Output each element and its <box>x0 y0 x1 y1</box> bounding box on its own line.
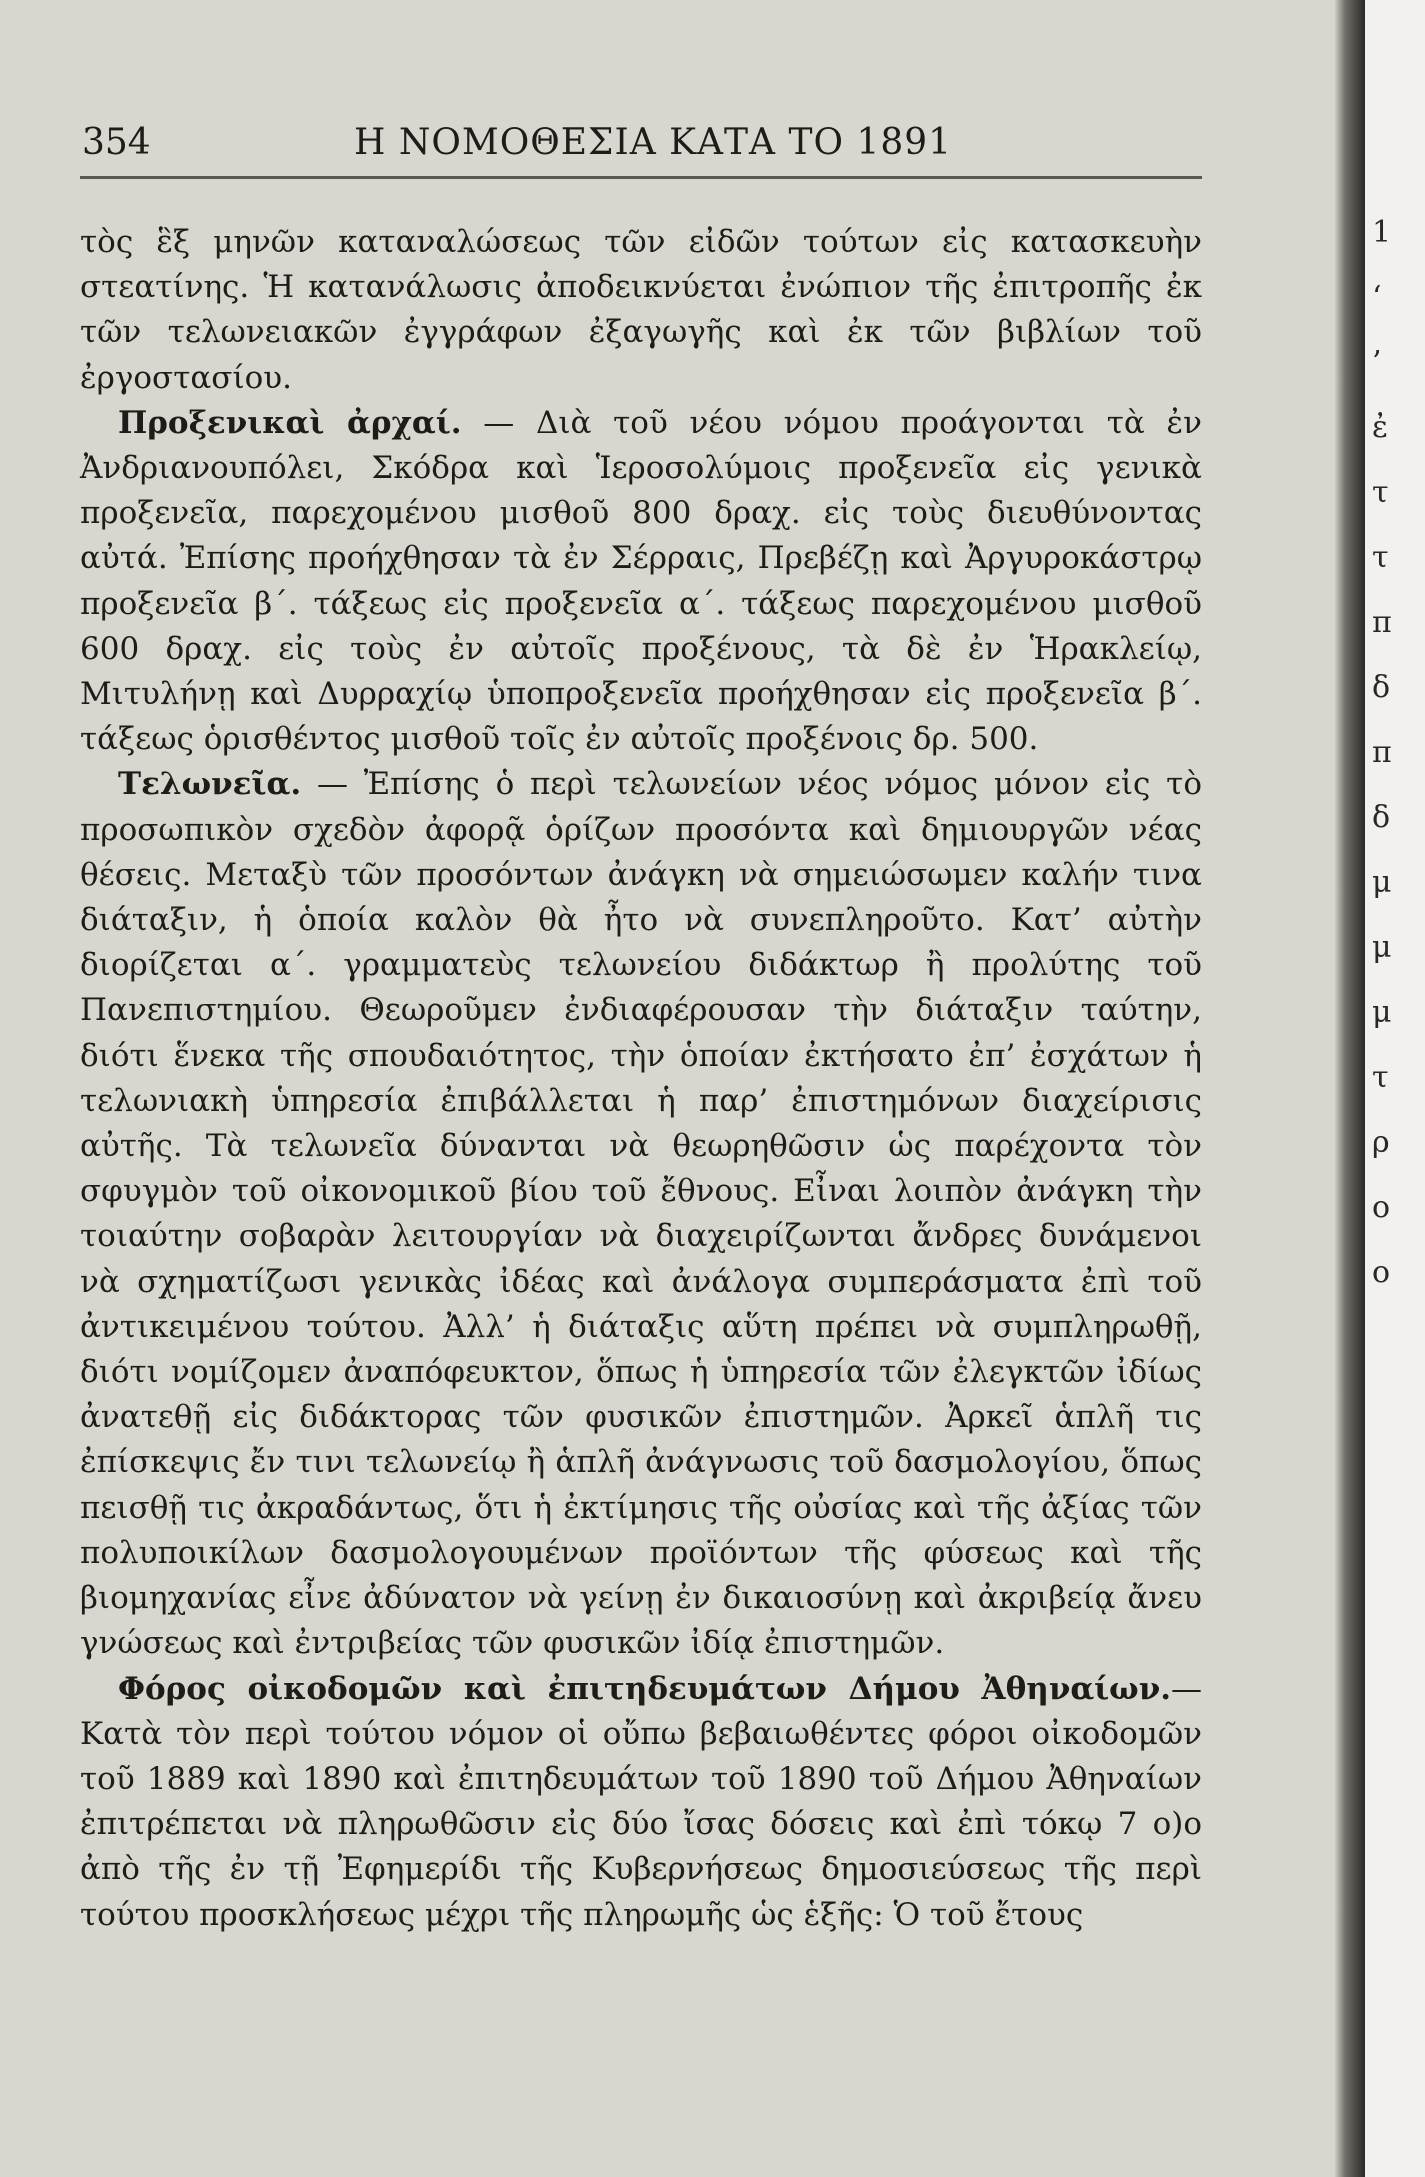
facing-fragment: ο <box>1372 1255 1391 1290</box>
section-heading: Τελωνεῖα. <box>118 766 302 803</box>
facing-fragment: ο <box>1372 1190 1391 1225</box>
facing-fragment: τ <box>1372 1060 1389 1095</box>
facing-fragment: ’ <box>1372 345 1382 380</box>
facing-fragment: τ <box>1372 475 1389 510</box>
facing-fragment: π <box>1372 605 1392 640</box>
paragraph-municipal-tax <box>80 1667 1202 1938</box>
facing-fragment: ἐ <box>1372 410 1389 445</box>
book-gutter <box>1335 0 1365 2177</box>
paragraph-text: — Κατὰ τὸν περὶ τούτου νόμον οἱ οὔπω βεβαιωθέντες φόροι οἰκοδομῶν τοῦ 1889 καὶ 1890 καὶ ἐπιτηδευμάτων τοῦ 1890 τοῦ Δήμου Ἀθηναίων ἐπιτρέπεται νὰ πληρωθῶσιν εἰς δύο ἴσας δόσεις καὶ ἐπὶ τόκῳ 7 ο)ο ἀπὸ τῆς ἐν τῇ Ἐφημερίδι τῆς Κυβερνήσεως δημοσιεύσεως τῆς περὶ τούτου προσκλήσεως μέχρι τῆς πληρωμῆς ὡς ἑξῆς: Ὁ τοῦ ἔτους <box>80 1670 1202 1933</box>
facing-fragment: δ <box>1372 670 1391 705</box>
paragraph-text: — Διὰ τοῦ νέου νόμου προάγονται τὰ ἐν Ἀνδριανουπόλει, Σκόδρα καὶ Ἱεροσολύμοις προξενεῖα εἰς γενικὰ προξενεῖα, παρεχομένου μισθοῦ 800 δραχ. εἰς τοὺς διευθύνοντας αὐτά. Ἐπίσης προήχθησαν τὰ ἐν Σέρραις, Πρεβέζῃ καὶ Ἀργυροκάστρῳ προξενεῖα β΄. τάξεως εἰς προξενεῖα α΄. τάξεως παρεχομένου μισθοῦ 600 δραχ. εἰς τοὺς ἐν αὐτοῖς προξένους, τὰ δὲ ἐν Ἡρακλείῳ, Μιτυλήνῃ καὶ Δυρραχίῳ ὑποπροξενεῖα προήχθησαν εἰς προξενεῖα β΄. τάξεως ὁρισθέντος μισθοῦ τοῖς ἐν αὐτοῖς προξένοις δρ. 500. <box>80 404 1202 758</box>
running-title: Η ΝΟΜΟΘΕΣΙΑ ΚΑΤΑ ΤΟ 1891 <box>354 122 953 163</box>
paragraph-text: — Ἐπίσης ὁ περὶ τελωνείων νέος νόμος μόνον εἰς τὸ προσωπικὸν σχεδὸν ἀφορᾷ ὁρίζων προσόντα καὶ δημιουργῶν νέας θέσεις. Μεταξὺ τῶν προσόντων ἀνάγκη νὰ σημειώσωμεν καλήν τινα διάταξιν, ἡ ὁποία καλὸν θὰ ἦτο νὰ συνεπληροῦτο. Κατ’ αὐτὴν διορίζεται α΄. γραμματεὺς τελωνείου διδάκτωρ ἢ προλύτης τοῦ Πανεπιστημίου. Θεωροῦμεν ἐνδιαφέρουσαν τὴν διάταξιν ταύτην, διότι ἕνεκα τῆς σπουδαιότητος, τὴν ὁποίαν ἐκτήσατο ἐπ’ ἐσχάτων ἡ τελωνιακὴ ὑπηρεσία ἐπιβάλλεται ἡ παρ’ ἐπιστημόνων διαχείρισις αὐτῆς. Τὰ τελωνεῖα δύνανται νὰ θεωρηθῶσιν ὡς παρέχοντα τὸν σφυγμὸν τοῦ οἰκονομικοῦ βίου τοῦ ἔθνους. Εἶναι λοιπὸν ἀνάγκη τὴν τοιαύτην σοβαρὰν λειτουργίαν νὰ διαχειρίζωνται ἄνδρες δυνάμενοι νὰ σχηματίζωσι γενικὰς ἰδέας καὶ ἀνάλογα συμπεράσματα ἐπὶ τοῦ ἀντικειμένου τούτου. Ἀλλ’ ἡ διάταξις αὕτη πρέπει νὰ συμπληρωθῇ, διότι νομίζομεν ἀναπόφευκτον, ὅπως ἡ ὑπηρεσία τῶν ἐλεγκτῶν ἰδίως ἀνατεθῇ εἰς διδάκτορας τῶν φυσικῶν ἐπιστημῶν. Ἀρκεῖ ἁπλῆ τις ἐπίσκεψις ἔν τινι τελωνείῳ ἢ ἁπλῆ ἀνάγνωσις τοῦ δασμολογίου, ὅπως πεισθῇ τις ἀκραδάντως, ὅτι ἡ ἐκτίμησις τῆς οὐσίας καὶ τῆς ἀξίας τῶν πολυποικίλων δασμολογουμένων προϊόντων τῆς φύσεως καὶ τῆς βιομηχανίας εἶνε ἀδύνατον νὰ γείνῃ ἐν δικαιοσύνῃ καὶ ἀκριβείᾳ ἄνευ γνώσεως καὶ ἐντριβείας τῶν φυσικῶν ἰδίᾳ ἐπιστημῶν. <box>80 766 1202 1662</box>
facing-fragment: 1 <box>1372 215 1392 250</box>
facing-fragment: π <box>1372 735 1392 770</box>
page-body <box>80 220 1202 1938</box>
facing-fragment: ρ <box>1372 1125 1390 1160</box>
section-heading: Φόρος οἰκοδομῶν καὶ ἐπιτηδευμάτων Δήμου Ἀθηναίων. <box>118 1670 1171 1707</box>
facing-fragment: μ <box>1372 865 1392 900</box>
paragraph-continuation <box>80 220 1202 401</box>
header-rule <box>80 176 1202 179</box>
facing-fragment: μ <box>1372 930 1392 965</box>
paragraph-customs <box>80 762 1202 1666</box>
facing-fragment: ‘ <box>1372 280 1382 315</box>
facing-fragment: δ <box>1372 800 1391 835</box>
facing-fragment: μ <box>1372 995 1392 1030</box>
facing-fragment: τ <box>1372 540 1389 575</box>
paragraph-consular-offices <box>80 401 1202 763</box>
facing-page-fragments <box>1372 200 1422 1305</box>
paragraph-text: τὸς ἓξ μηνῶν καταναλώσεως τῶν εἰδῶν τούτων εἰς κατασκευὴν στεατίνης. Ἡ κατανάλωσις ἀποδεικνύεται ἐνώπιον τῆς ἐπιτροπῆς ἐκ τῶν τελωνειακῶν ἐγγράφων ἐξαγωγῆς καὶ ἐκ τῶν βιβλίων τοῦ ἐργοστασίου. <box>80 224 1202 396</box>
section-heading: Προξενικαὶ ἀρχαί. <box>118 404 462 441</box>
page-number: 354 <box>82 122 151 163</box>
page-header <box>82 118 1202 178</box>
